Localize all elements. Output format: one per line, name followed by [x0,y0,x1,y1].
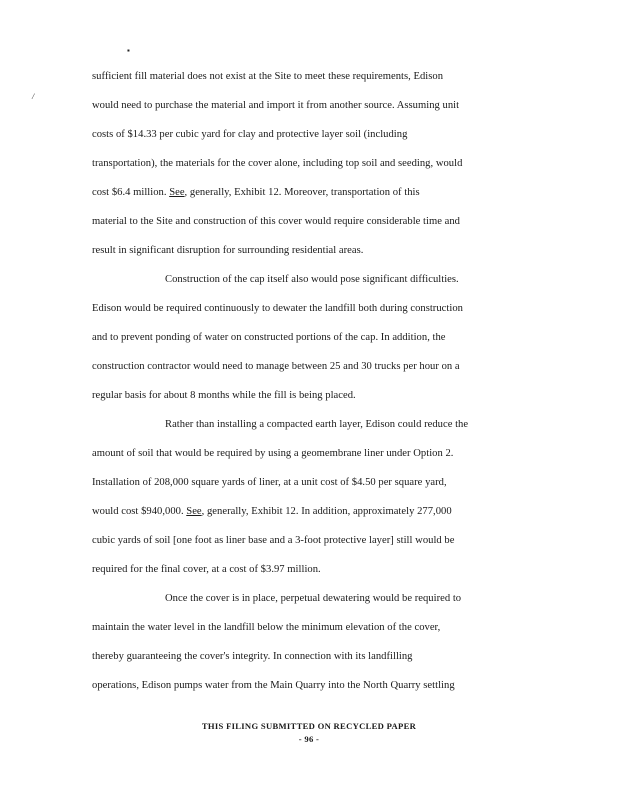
see-citation: See [186,506,202,517]
text-line: material to the Site and construction of this cover would require considerable time and [92,216,460,227]
scan-speck: ▪ [127,46,130,55]
text-line: transportation), the materials for the cover alone, including top soil and seeding, would [92,158,463,169]
text-line [92,186,420,200]
see-citation: See [169,187,185,198]
scan-tick-mark: / [32,92,35,101]
text-line: operations, Edison pumps water from the Main Quarry into the North Quarry settling [92,680,455,691]
text-segment: , generally, Exhibit 12. In addition, approximately 277,000 [201,506,452,517]
text-line: maintain the water level in the landfill below the minimum elevation of the cover, [92,622,441,633]
text-line: and to prevent ponding of water on constructed portions of the cap. In addition, the [92,332,446,343]
text-line: thereby guaranteeing the cover's integrity. In connection with its landfilling [92,651,413,662]
text-segment: cost $6.4 million. [92,187,170,198]
text-line: Once the cover is in place, perpetual dewatering would be required to [165,593,462,604]
text-line: sufficient fill material does not exist at the Site to meet these requirements, Edison [92,71,444,82]
text-line: would need to purchase the material and import it from another source. Assuming unit [92,100,460,111]
text-line: Construction of the cap itself also would pose significant difficulties. [165,274,459,285]
page-number: - 96 - [298,734,320,744]
text-line: Edison would be required continuously to dewater the landfill both during construction [92,303,463,314]
text-line: regular basis for about 8 months while the fill is being placed. [92,390,356,401]
text-segment: , generally, Exhibit 12. Moreover, transportation of this [184,187,420,198]
text-line: result in significant disruption for surrounding residential areas. [92,245,364,256]
text-line: Rather than installing a compacted earth layer, Edison could reduce the [165,419,469,430]
text-line: amount of soil that would be required by using a geomembrane liner under Option 2. [92,448,454,459]
text-line: Installation of 208,000 square yards of liner, at a unit cost of $4.50 per square yard, [92,477,447,488]
text-line: cubic yards of soil [one foot as liner base and a 3-foot protective layer] still would be [92,535,455,546]
text-line: construction contractor would need to manage between 25 and 30 trucks per hour on a [92,361,460,372]
text-line: costs of $14.33 per cubic yard for clay and protective layer soil (including [92,129,408,140]
recycled-paper-notice: THIS FILING SUBMITTED ON RECYCLED PAPER [201,721,417,731]
text-line [92,505,452,519]
text-line: required for the final cover, at a cost of $3.97 million. [92,564,321,575]
text-segment: would cost $940,000. [92,506,187,517]
